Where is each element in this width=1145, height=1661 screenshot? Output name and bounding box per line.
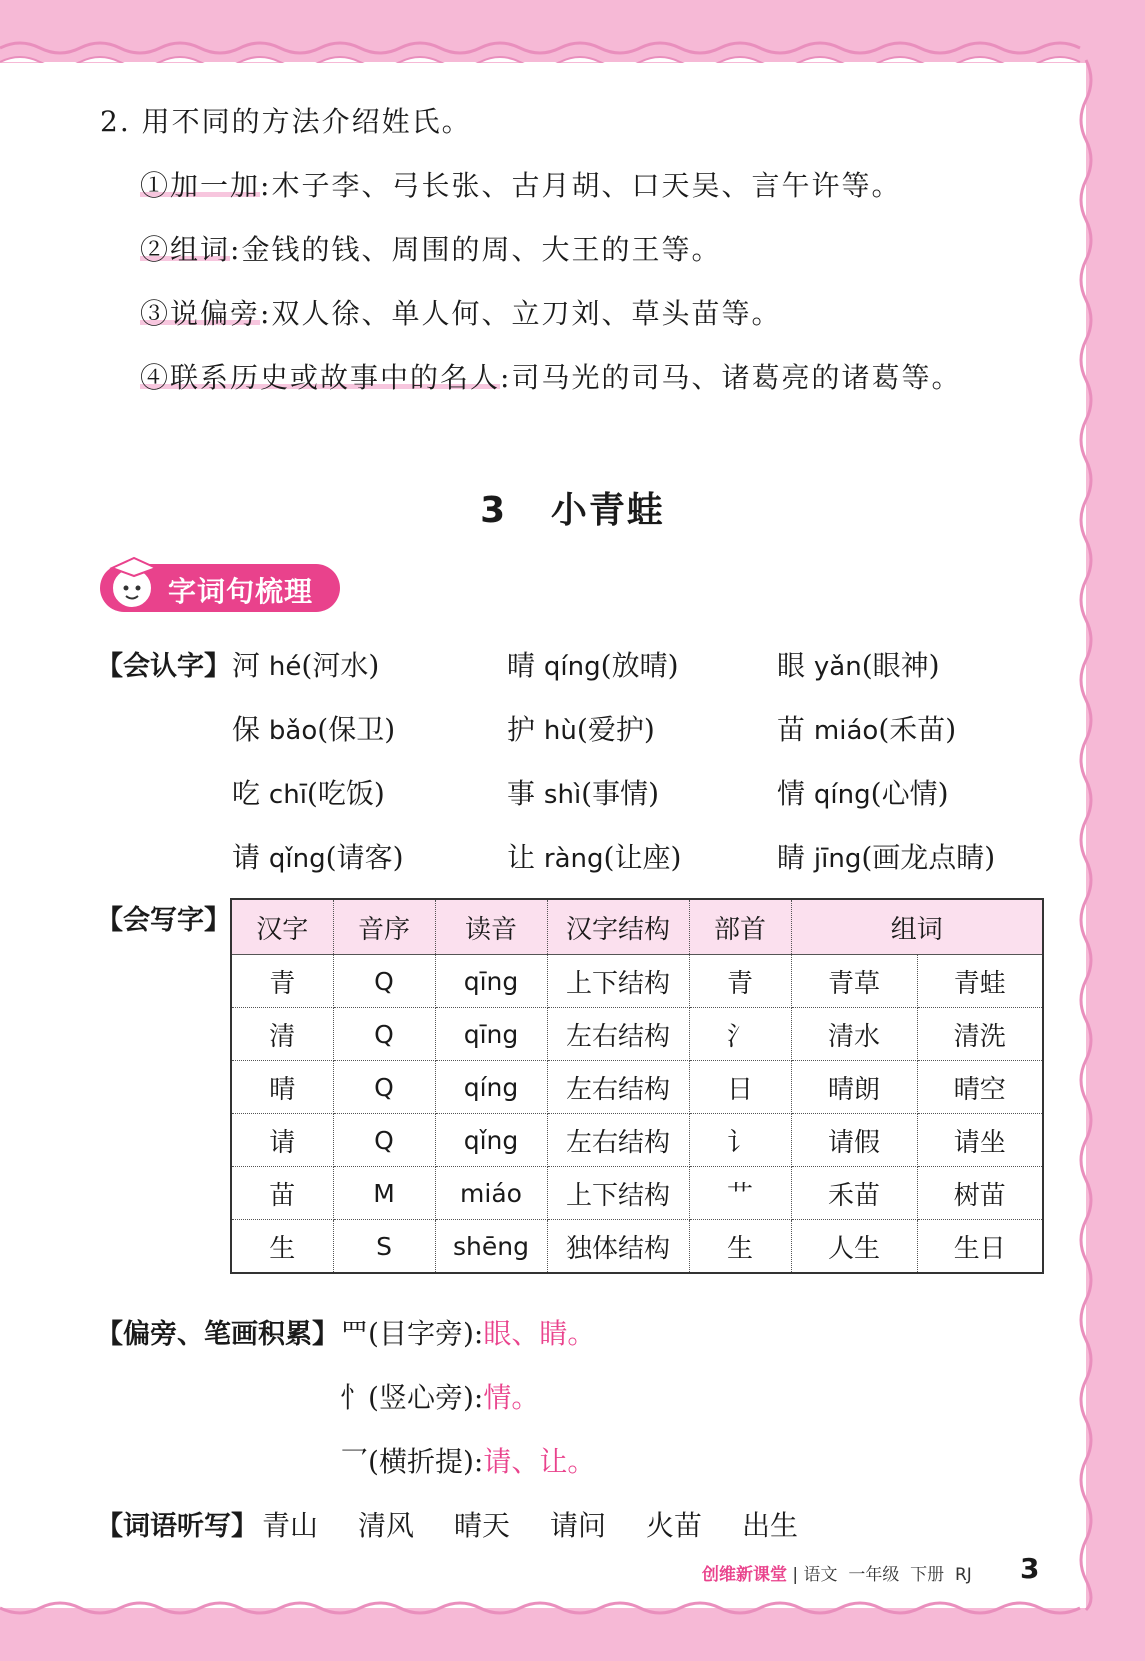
cell-word: 树苗 [917, 1167, 1043, 1220]
cell-word: 晴空 [917, 1061, 1043, 1114]
method-4-text: :司马光的司马、诸葛亮的诸葛等。 [500, 361, 962, 394]
cell-radical: 艹 [689, 1167, 791, 1220]
recognize-item: 苗 miáo(禾苗) [777, 713, 957, 746]
radical-symbol: 乛 [340, 1445, 369, 1478]
lesson-name: 小青蛙 [550, 490, 665, 531]
method-1 [140, 164, 901, 204]
footer: 创维新课堂 | 语文 一年级 下册 RJ [702, 1565, 972, 1585]
method-3 [140, 292, 781, 332]
cell-word: 人生 [791, 1220, 917, 1274]
table-row [231, 1220, 1043, 1274]
section2-heading: 2. 用不同的方法介绍姓氏。 [100, 105, 472, 138]
cell-order: S [333, 1220, 435, 1274]
radical-item: 乛(横折提):请、让。 [340, 1445, 596, 1478]
cell-pinyin: miáo [435, 1167, 547, 1220]
table-row [231, 1167, 1043, 1220]
recognize-item: 请 qǐng(请客) [232, 841, 404, 874]
footer-edition: RJ [954, 1565, 972, 1585]
cell-pinyin: qīng [435, 955, 547, 1008]
radical-examples: 眼、睛。 [483, 1317, 596, 1350]
cell-char: 晴 [231, 1061, 333, 1114]
radical-examples: 请、让。 [483, 1445, 596, 1478]
radical-name: (竖心旁) [368, 1381, 474, 1414]
method-2-text: :金钱的钱、周围的周、大王的王等。 [230, 233, 722, 266]
lesson-number: 3 [480, 490, 508, 531]
recognize-item: 保 bǎo(保卫) [232, 713, 396, 746]
cell-structure: 左右结构 [547, 1114, 689, 1167]
cell-word: 请坐 [917, 1114, 1043, 1167]
cell-order: Q [333, 1061, 435, 1114]
dictation-word: 青山 [262, 1509, 319, 1542]
cell-word: 晴朗 [791, 1061, 917, 1114]
recognize-label: 【会认字】 [96, 651, 231, 682]
cell-char: 苗 [231, 1167, 333, 1220]
cell-word: 禾苗 [791, 1167, 917, 1220]
table-row [231, 1008, 1043, 1061]
write-label: 【会写字】 [96, 905, 231, 936]
cell-radical: 青 [689, 955, 791, 1008]
cell-char: 清 [231, 1008, 333, 1061]
method-4-label: ④联系历史或故事中的名人 [140, 361, 501, 394]
mascot-icon [102, 550, 166, 614]
method-2-label: ②组词 [140, 233, 231, 266]
dictation-word: 晴天 [454, 1509, 511, 1542]
radical-item: ⺫(目字旁):眼、睛。 [340, 1317, 596, 1350]
cell-structure: 上下结构 [547, 955, 689, 1008]
cell-structure: 左右结构 [547, 1008, 689, 1061]
radical-item: 忄(竖心旁):情。 [340, 1381, 540, 1414]
footer-subject: 语文 [803, 1565, 838, 1585]
cell-pinyin: qǐng [435, 1114, 547, 1167]
radical-name: (横折提) [368, 1445, 474, 1478]
badge-label: 字词句梳理 [168, 575, 314, 608]
recognize-item: 眼 yǎn(眼神) [777, 649, 940, 682]
footer-brand: 创维新课堂 [702, 1565, 787, 1585]
dictation-word: 火苗 [646, 1509, 703, 1542]
table-header: 部首 [689, 899, 791, 955]
recognize-item: 让 ràng(让座) [507, 841, 682, 874]
cell-order: Q [333, 1008, 435, 1061]
table-header: 汉字结构 [547, 899, 689, 955]
radicals-label: 【偏旁、笔画积累】 [96, 1319, 339, 1350]
cell-order: M [333, 1167, 435, 1220]
cell-word: 青蛙 [917, 955, 1043, 1008]
method-3-label: ③说偏旁 [140, 297, 261, 330]
table-header: 组词 [791, 899, 1043, 955]
method-4 [140, 356, 961, 396]
cell-word: 生日 [917, 1220, 1043, 1274]
cell-word: 青草 [791, 955, 917, 1008]
radical-name: (目字旁) [368, 1317, 474, 1350]
cell-char: 生 [231, 1220, 333, 1274]
cell-word: 请假 [791, 1114, 917, 1167]
cell-structure: 独体结构 [547, 1220, 689, 1274]
cell-order: Q [333, 1114, 435, 1167]
dictation-word: 清风 [358, 1509, 415, 1542]
cell-pinyin: shēng [435, 1220, 547, 1274]
table-row [231, 955, 1043, 1008]
cell-structure: 上下结构 [547, 1167, 689, 1220]
radical-symbol: ⺫ [340, 1317, 369, 1350]
table-header: 读音 [435, 899, 547, 955]
recognize-item: 睛 jīng(画龙点睛) [777, 841, 996, 874]
dictation-word: 出生 [742, 1509, 799, 1542]
cell-structure: 左右结构 [547, 1061, 689, 1114]
recognize-item: 晴 qíng(放晴) [507, 649, 679, 682]
table-header: 音序 [333, 899, 435, 955]
footer-volume: 下册 [910, 1565, 945, 1585]
table-row [231, 1061, 1043, 1114]
cell-radical: 日 [689, 1061, 791, 1114]
recognize-item: 事 shì(事情) [507, 777, 660, 810]
cell-radical: 氵 [689, 1008, 791, 1061]
method-1-text: :木子李、弓长张、古月胡、口天吴、言午许等。 [260, 169, 902, 202]
cell-pinyin: qíng [435, 1061, 547, 1114]
recognize-item: 情 qíng(心情) [777, 777, 949, 810]
table-row [231, 1114, 1043, 1167]
recognize-item: 河 hé(河水) [232, 649, 380, 682]
dictation-word: 请问 [550, 1509, 607, 1542]
cell-pinyin: qīng [435, 1008, 547, 1061]
page-number: 3 [1020, 1552, 1040, 1585]
recognize-item: 护 hù(爱护) [507, 713, 655, 746]
cell-order: Q [333, 955, 435, 1008]
cell-char: 青 [231, 955, 333, 1008]
lesson-title [0, 482, 1145, 533]
method-3-text: :双人徐、单人何、立刀刘、草头苗等。 [260, 297, 782, 330]
cell-radical: 生 [689, 1220, 791, 1274]
radical-symbol: 忄 [340, 1381, 369, 1414]
recognize-item: 吃 chī(吃饭) [232, 777, 385, 810]
radical-examples: 情。 [483, 1381, 540, 1414]
write-table [230, 898, 1044, 1274]
table-header: 汉字 [231, 899, 333, 955]
dictation-label: 【词语听写】 [96, 1511, 258, 1542]
cell-char: 请 [231, 1114, 333, 1167]
cell-word: 清水 [791, 1008, 917, 1061]
footer-grade: 一年级 [848, 1565, 900, 1585]
method-1-label: ①加一加 [140, 169, 261, 202]
method-2 [140, 228, 721, 268]
cell-word: 清洗 [917, 1008, 1043, 1061]
table-header-row [231, 899, 1043, 955]
cell-radical: 讠 [689, 1114, 791, 1167]
